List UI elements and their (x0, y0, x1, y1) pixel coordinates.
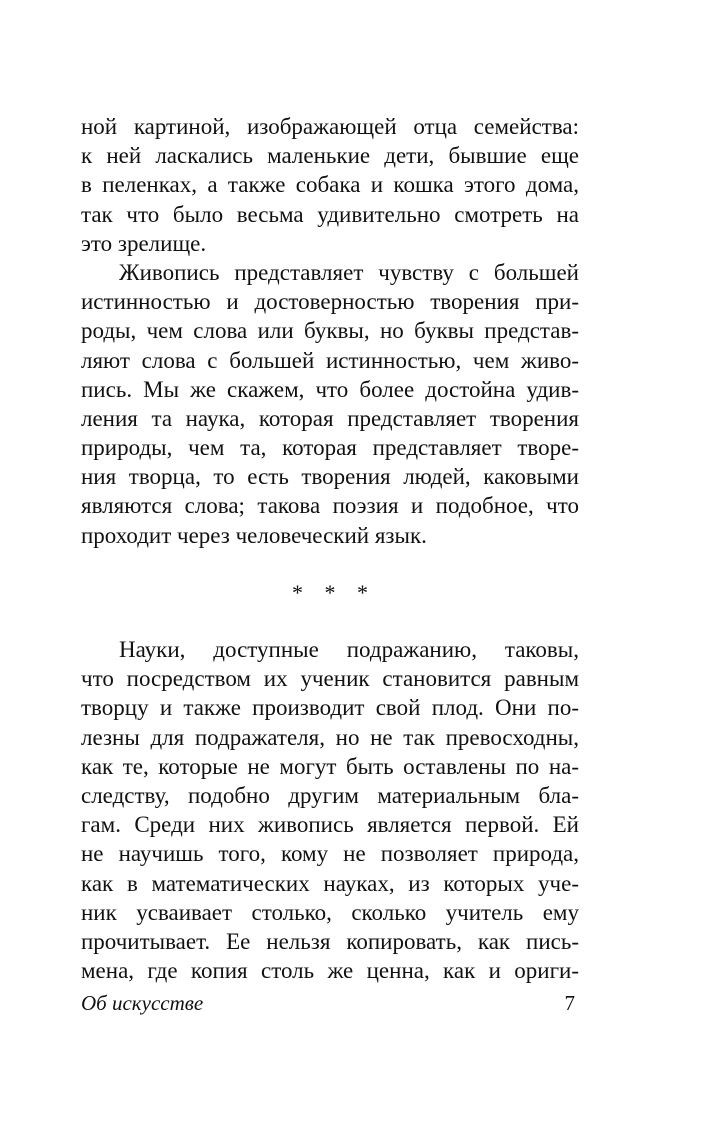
text-line: гам. Среди них живопись является первой. Ей (81, 812, 579, 838)
paragraph-1 (81, 112, 579, 258)
text-line: следству, подобно другим материальным бла- (81, 782, 579, 808)
page-number: 7 (564, 991, 575, 1015)
text-line: ления та наука, которая представляет творения (81, 405, 579, 431)
text-line: проходит через человеческий язык. (81, 522, 427, 548)
page-footer (81, 988, 579, 1018)
text-line: это зрелище. (81, 230, 207, 256)
text-line: ник усваивает столько, сколько учитель ему (81, 899, 579, 925)
text-line: не научишь того, кому не позволяет природа, (81, 841, 579, 867)
text-line: как те, которые не могут быть оставлены по на- (81, 753, 579, 779)
text-line: ния творца, то есть творения людей, каковыми (81, 464, 579, 490)
text-line: как в математических науках, из которых уче- (81, 870, 579, 896)
text-line: так что было весьма удивительно смотреть на (81, 201, 579, 227)
text-line: Живопись представляет чувству с большей (119, 259, 579, 285)
page-body (81, 112, 579, 985)
text-line: к ней ласкались маленькие дети, бывшие еще (81, 143, 579, 169)
text-line: мена, где копия столь же ценна, как и ориги- (81, 958, 579, 984)
text-line: ной картиной, изображающей отца семейства: (81, 114, 579, 139)
text-line: являются слова; такова поэзия и подобное, что (81, 493, 579, 519)
text-line: лезны для подражателя, но не так превосходны, (81, 724, 579, 750)
text-line: Науки, доступные подражанию, таковы, (119, 637, 579, 662)
text-line: пись. Мы же скажем, что более достойна удив- (81, 376, 579, 402)
text-line: роды, чем слова или буквы, но буквы представ- (81, 318, 579, 344)
running-title: Об искусстве (81, 991, 204, 1015)
text-line: природы, чем та, которая представляет творе- (81, 435, 579, 461)
text-line: истинностью и достоверностью творения при- (81, 289, 579, 315)
text-line: в пеленках, а также собака и кошка этого дома, (81, 172, 579, 198)
paragraph-3 (81, 635, 579, 985)
text-line: прочитывает. Ее нельзя копировать, как пись- (81, 928, 579, 954)
paragraph-2 (81, 258, 579, 550)
section-separator: * * * (292, 579, 376, 605)
text-line: творцу и также производит свой плод. Они по- (81, 695, 579, 721)
text-line: что посредством их ученик становится равным (81, 666, 579, 692)
text-line: ляют слова с большей истинностью, чем живо- (81, 347, 579, 373)
